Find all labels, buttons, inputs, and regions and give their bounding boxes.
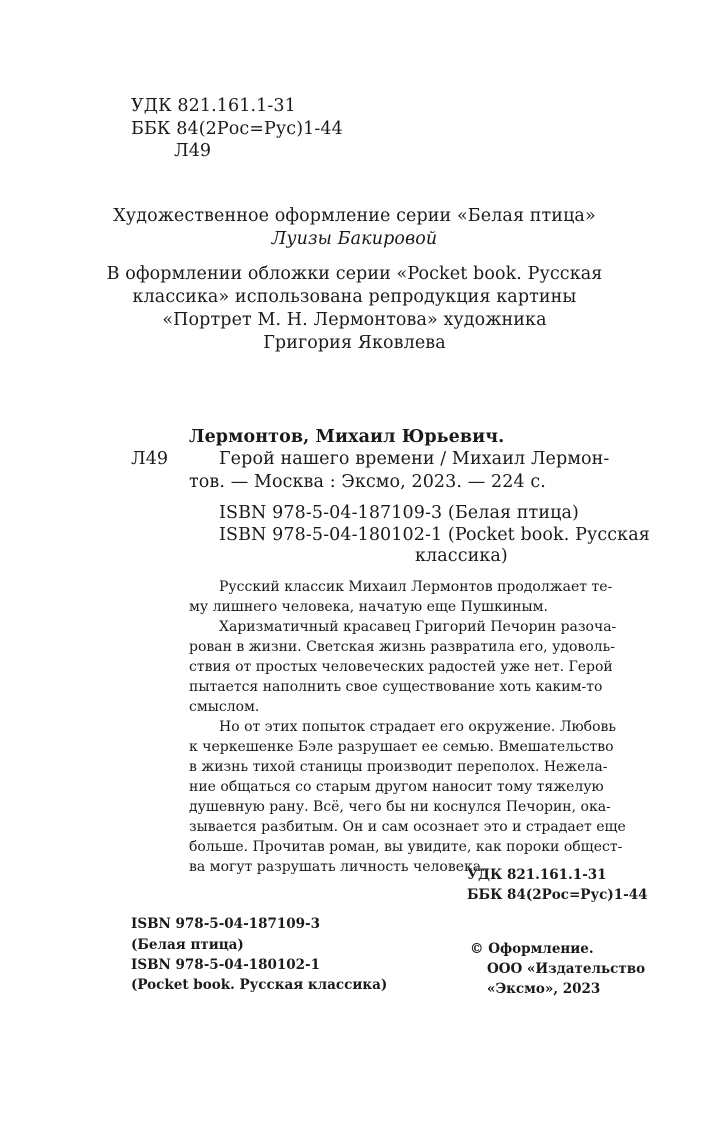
annotation-line: смыслом. [189, 699, 260, 715]
cover-credit-line-3: «Портрет М. Н. Лермонтова» художника [162, 310, 547, 330]
annotation-line: душевную рану. Всё, чего бы ни коснулся Печорин, ока- [189, 799, 611, 815]
copyright-line-2: ООО «Издательство [487, 961, 646, 977]
title-line-1: Герой нашего времени / Михаил Лермон- [219, 449, 610, 469]
annotation-line: к черкешенке Бэле разрушает ее семью. Вмешательство [189, 739, 614, 755]
annotation-line: пытается наполнить свое существование хоть каким-то [189, 679, 603, 695]
annotation-line: больше. Прочитав роман, вы увидите, как пороки общест- [189, 839, 623, 855]
annotation-line: рован в жизни. Светская жизнь развратила его, удоволь- [189, 639, 615, 655]
annotation-line: Русский классик Михаил Лермонтов продолжает те- [219, 579, 613, 595]
annotation-line: му лишнего человека, начатую еще Пушкиным. [189, 599, 548, 615]
annotation-line: ние общаться со старым другом наносит тому тяжелую [189, 779, 604, 795]
bottom-isbn-line-1: ISBN 978-5-04-187109-3 [131, 916, 321, 932]
cover-credit-line-2: классика» использована репродукция картины [132, 287, 577, 307]
copyright-line-3: «Эксмо», 2023 [487, 981, 601, 997]
series-design-line: Художественное оформление серии «Белая птица» [113, 206, 596, 226]
designer-name: Луизы Бакировой [271, 229, 438, 249]
bottom-udk-code: УДК 821.161.1-31 [467, 867, 607, 883]
author-mark: Л49 [174, 141, 212, 161]
bottom-isbn-line-3: ISBN 978-5-04-180102-1 [131, 957, 321, 973]
udk-code: УДК 821.161.1-31 [131, 96, 296, 116]
isbn-line-2: ISBN 978-5-04-180102-1 (Pocket book. Русская [219, 525, 650, 545]
isbn-line-3: классика) [415, 546, 508, 566]
copyright-line-1: © Оформление. [470, 941, 594, 957]
annotation-line: ствия от простых человеческих радостей уже нет. Герой [189, 659, 613, 675]
title-line-2: тов. — Москва : Эксмо, 2023. — 224 с. [189, 472, 546, 492]
annotation-line: зывается разбитым. Он и сам осознает это и страдает еще [189, 819, 626, 835]
annotation-line: Но от этих попыток страдает его окружение. Любовь [219, 719, 617, 735]
annotation-line: Харизматичный красавец Григорий Печорин разоча- [219, 619, 617, 635]
cover-credit-line-4: Григория Яковлева [263, 333, 446, 353]
annotation-line: ва могут разрушать личность человека. [189, 859, 486, 875]
annotation-line: в жизнь тихой станицы производит переполох. Нежела- [189, 759, 608, 775]
bottom-isbn-line-4: (Pocket book. Русская классика) [131, 977, 388, 993]
isbn-line-1: ISBN 978-5-04-187109-3 (Белая птица) [219, 503, 579, 523]
author-heading: Лермонтов, Михаил Юрьевич. [189, 427, 505, 447]
cover-credit-line-1: В оформлении обложки серии «Pocket book. Русская [106, 264, 603, 284]
catalog-mark: Л49 [131, 449, 169, 469]
bottom-isbn-line-2: (Белая птица) [131, 937, 244, 953]
bbk-code: ББК 84(2Рос=Рус)1-44 [131, 119, 343, 139]
bottom-bbk-code: ББК 84(2Рос=Рус)1-44 [467, 887, 648, 903]
